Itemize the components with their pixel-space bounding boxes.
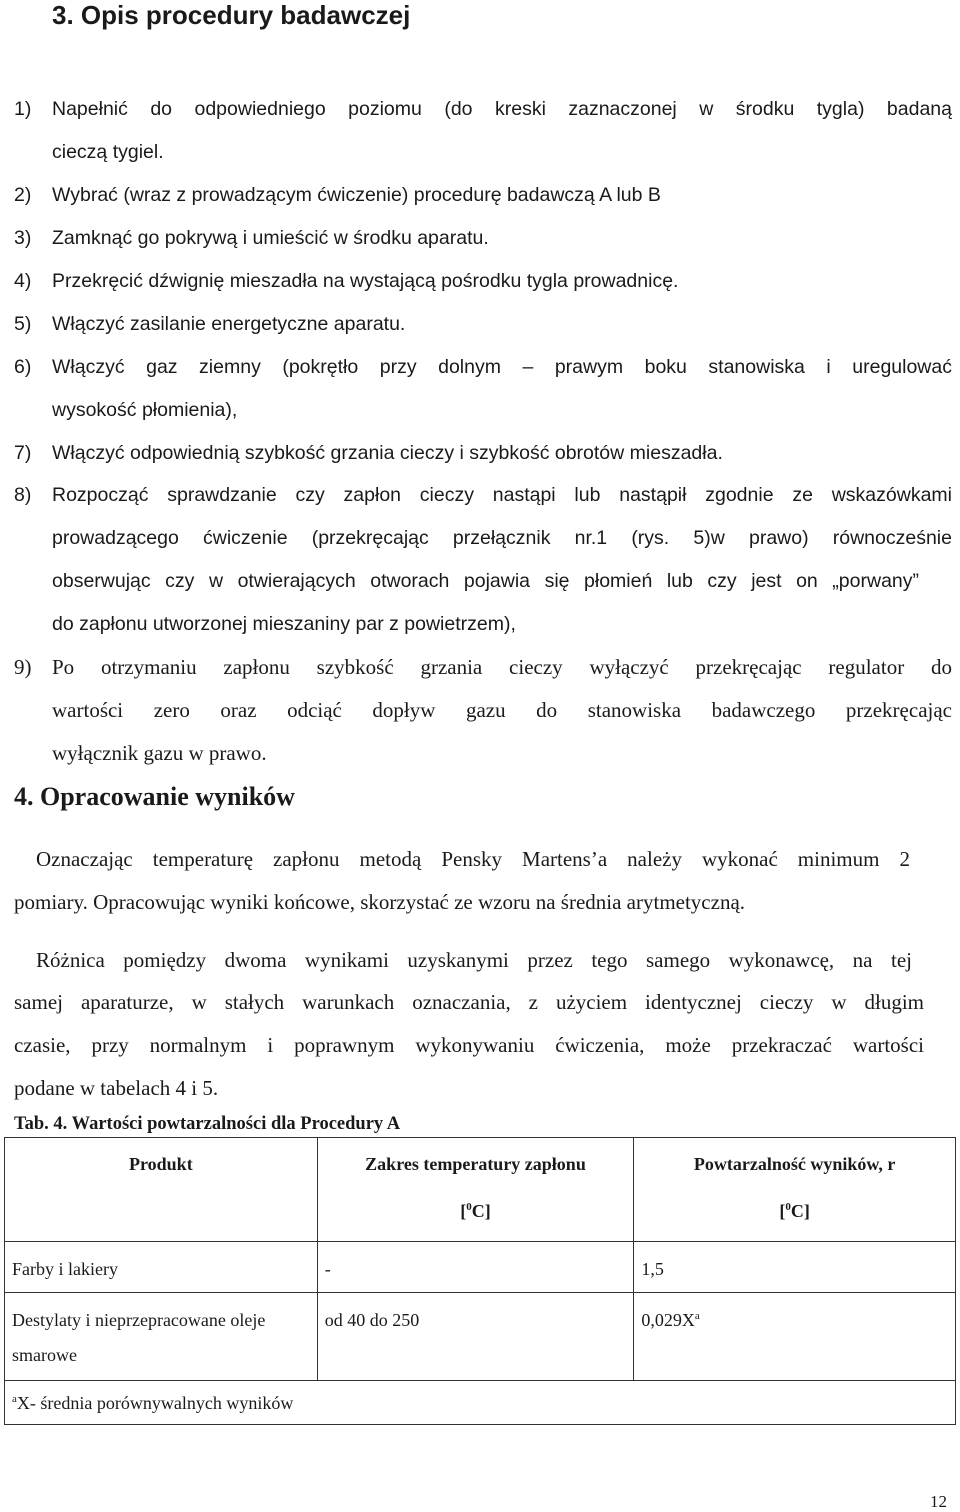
- step-6: 6) Włączyć gaz ziemny (pokrętło przy dolnym – prawym boku stanowiska i uregulować: [14, 356, 952, 378]
- step-5: 5) Włączyć zasilanie energetyczne aparatu.: [14, 313, 406, 335]
- row-2-repeat: $0,029X^a$: [641, 1310, 700, 1330]
- step-3: 3) Zamknąć go pokrywą i umieścić w środku aparatu.: [14, 227, 489, 249]
- table-caption: Tab. 4. Wartości powtarzalności dla Procedury A: [14, 1114, 401, 1134]
- step-1: [0, 98, 952, 164]
- step-9: 9) Po otrzymaniu zapłonu szybkość grzania cieczy wyłączyć przekręcając regulator do: [14, 655, 952, 679]
- step-9-line-1: Po otrzymaniu zapłonu szybkość grzania cieczy wyłączyć przekręcając regulator do: [52, 655, 952, 679]
- step-8: 8) Rozpocząć sprawdzanie czy zapłon cieczy nastąpi lub nastąpił zgodnie ze wskazówkami: [14, 484, 952, 506]
- step-4: 4) Przekręcić dźwignię mieszadła na wystającą pośrodku tygla prowadnicę.: [14, 270, 679, 292]
- step-8-line-3: obserwując czy w otwierających otworach pojawia się płomień lub czy jest on „porwany”: [52, 570, 919, 592]
- para-1-line-1: Oznaczając temperaturę zapłonu metodą Pensky Martens’a należy wykonać minimum 2: [36, 847, 910, 871]
- row-1-range: -: [324, 1259, 331, 1279]
- step-6-line-2: wysokość płomienia),: [52, 399, 238, 421]
- table-header-row: [5, 1138, 956, 1242]
- row-2-product-line-2: smarowe: [12, 1345, 77, 1365]
- section-3-title: 3. Opis procedury badawczej: [52, 0, 411, 30]
- repeatability-table: [4, 1137, 956, 1425]
- table-footnote-row: [5, 1381, 956, 1425]
- step-7: 7) Włączyć odpowiednią szybkość grzania cieczy i szybkość obrotów mieszadła.: [14, 442, 723, 464]
- para-2-line-2: samej aparaturze, w stałych warunkach oznaczania, z użyciem identycznej cieczy w długim: [14, 990, 924, 1014]
- table-footnote: $^a$X- średnia porównywalnych wyników: [12, 1393, 294, 1413]
- para-2-line-1: Różnica pomiędzy dwoma wynikami uzyskanymi przez tego samego wykonawcę, na tej: [36, 948, 912, 972]
- row-1-product: Farby i lakiery: [12, 1259, 118, 1279]
- step-1-line-1: Napełnić do odpowiedniego poziomu (do kreski zaznaczonej w środku tygla) badaną: [52, 98, 952, 120]
- table-row: [5, 1293, 956, 1381]
- row-2-product-line-1: Destylaty i nieprzepracowane oleje: [12, 1310, 266, 1330]
- step-2: 2) Wybrać (wraz z prowadzącym ćwiczenie) procedurę badawczą A lub B: [14, 184, 661, 206]
- step-number: 1): [14, 98, 32, 120]
- section-4-title: 4. Opracowanie wyników: [14, 782, 295, 811]
- table-row: [5, 1242, 956, 1293]
- para-2-line-4: podane w tabelach 4 i 5.: [14, 1076, 219, 1100]
- step-6-line-1: Włączyć gaz ziemny (pokrętło przy dolnym – prawym boku stanowiska i uregulować: [52, 356, 952, 378]
- step-9-line-3: wyłącznik gazu w prawo.: [52, 741, 267, 765]
- header-repeatability: Powtarzalność wyników, r [$^0$C]: [634, 1138, 956, 1242]
- row-2-range: od 40 do 250: [324, 1310, 420, 1330]
- header-product: Produkt: [5, 1138, 318, 1242]
- step-8-line-2: prowadzącego ćwiczenie (przekręcając przełącznik nr.1 (rys. 5)w prawo) równocześnie: [52, 527, 952, 549]
- para-1-line-2: pomiary. Opracowując wyniki końcowe, skorzystać ze wzoru na średnia arytmetyczną.: [14, 890, 746, 914]
- page-number: 12: [930, 1492, 947, 1511]
- step-2-text: Wybrać (wraz z prowadzącym ćwiczenie) procedurę badawczą A lub B: [52, 184, 661, 206]
- step-3-text: Zamknąć go pokrywą i umieścić w środku aparatu.: [52, 227, 489, 249]
- row-1-repeat: 1,5: [641, 1259, 664, 1279]
- header-range: Zakres temperatury zapłonu [$^0$C]: [317, 1138, 634, 1242]
- step-8-line-4: do zapłonu utworzonej mieszaniny par z powietrzem),: [52, 613, 516, 635]
- step-8-line-1: Rozpocząć sprawdzanie czy zapłon cieczy nastąpi lub nastąpił zgodnie ze wskazówkami: [52, 484, 952, 506]
- step-9-line-2: wartości zero oraz odciąć dopływ gazu do stanowiska badawczego przekręcając: [52, 698, 952, 722]
- step-7-text: Włączyć odpowiednią szybkość grzania cieczy i szybkość obrotów mieszadła.: [52, 442, 723, 464]
- para-2-line-3: czasie, przy normalnym i poprawnym wykonywaniu ćwiczenia, może przekraczać wartości: [14, 1033, 924, 1057]
- step-5-text: Włączyć zasilanie energetyczne aparatu.: [52, 313, 406, 335]
- step-1-line-2: cieczą tygiel.: [52, 141, 164, 163]
- step-4-text: Przekręcić dźwignię mieszadła na wystającą pośrodku tygla prowadnicę.: [52, 270, 679, 292]
